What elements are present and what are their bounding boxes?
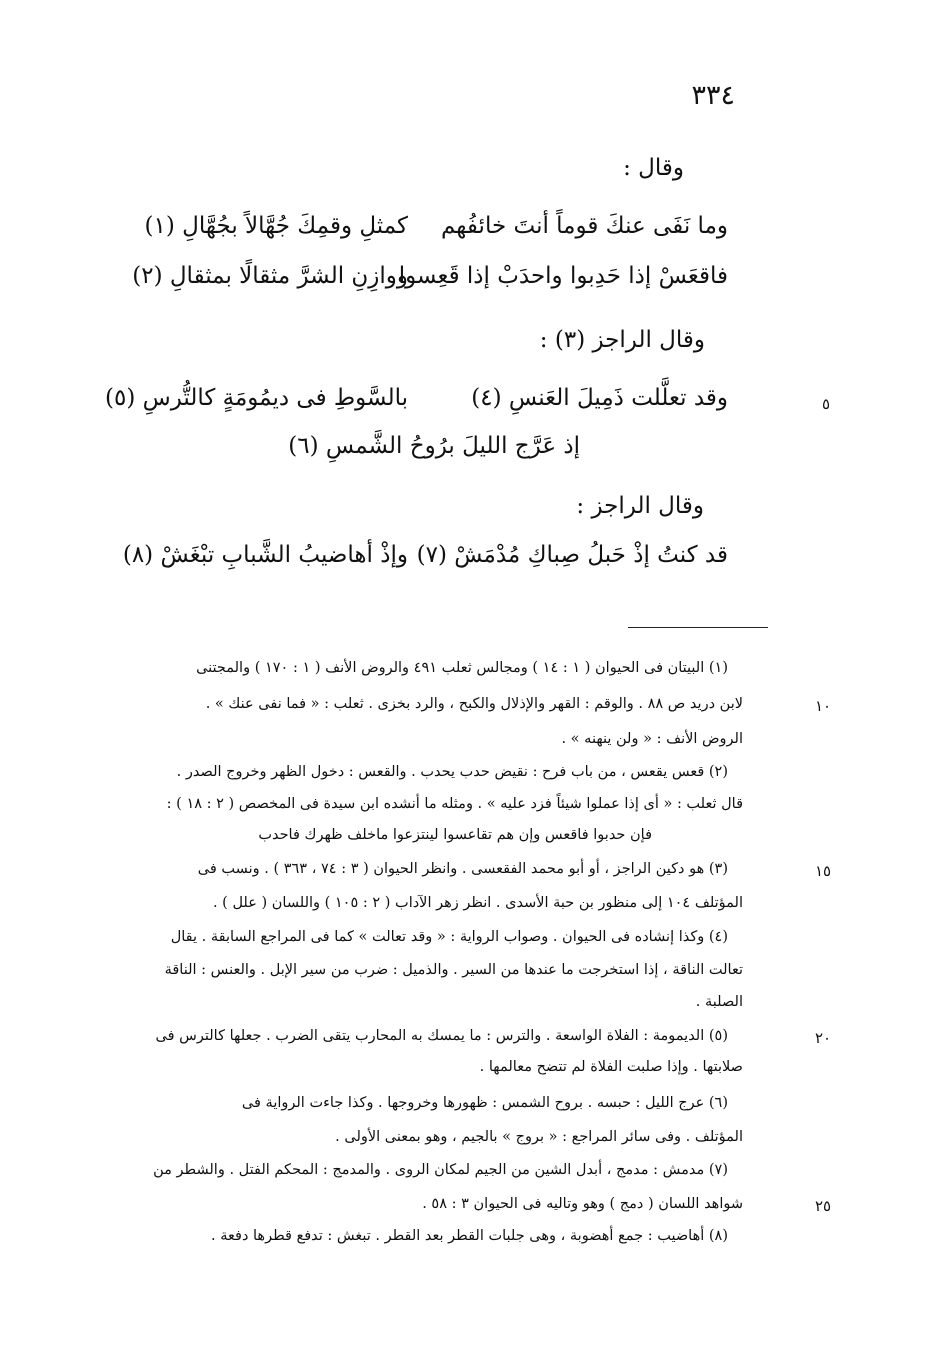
footnote-line: شواهد اللسان ( دمج ) وهو وتاليه فى الحيوان ٣ : ٥٨ . bbox=[422, 1196, 743, 1212]
footnote-line: لابن دريد ص ٨٨ . والوقم : القهر والإذلال والكبح ، والرد بخزى . ثعلب : « فما نفى عنك » . bbox=[205, 696, 743, 712]
footnote-line: صلابتها . وإذا صلبت الفلاة لم تتضح معالمها . bbox=[479, 1059, 743, 1075]
verse-1-first-hemistich: وما نَفَى عنكَ قوماً أنتَ خائفُهم bbox=[441, 213, 728, 239]
line-number-20: ٢٠ bbox=[815, 1029, 832, 1047]
footnote-line: الصلبة . bbox=[695, 994, 743, 1010]
footnote-line: قال ثعلب : « أى إذا عملوا شيئاً فزد عليه » . ومثله ما أنشده ابن سيدة فى المخصص ( ٢ : ١٨ ) : bbox=[166, 796, 743, 812]
footnote-line: المؤتلف . وفى سائر المراجع : « بروج » بالجيم ، وهو بمعنى الأولى . bbox=[335, 1129, 743, 1145]
footnote-line: (٤) وكذا إنشاده فى الحيوان . وصواب الرواية : « وقد تعالت » كما فى المراجع السابقة . يقال bbox=[170, 929, 728, 945]
verse-3-first-hemistich: وقد تعلَّلت ذَمِيلَ العَنسِ (٤) bbox=[471, 385, 728, 411]
footnote-line: (٨) أهاضيب : جمع أهضوبة ، وهى جلبات القطر بعد القطر . تبغش : تدفع قطرها دفعة . bbox=[211, 1228, 728, 1244]
verse-3-second-hemistich: بالسَّوطِ فى ديمُومَةٍ كالتُّرسِ (٥) bbox=[105, 385, 408, 411]
line-number-25: ٢٥ bbox=[815, 1197, 832, 1215]
footnote-line: المؤتلف ١٠٤ إلى منظور بن حبة الأسدى . انظر زهر الآداب ( ٢ : ١٠٥ ) واللسان ( علل ) . bbox=[212, 895, 743, 911]
footnote-separator bbox=[628, 627, 768, 628]
poem-intro-2: وقال الراجز (٣) : bbox=[539, 327, 705, 353]
verse-1-second-hemistich: كمثلِ وقمِكَ جُهَّالاً بجُهَّالِ (١) bbox=[144, 213, 408, 239]
footnote-line: (٣) هو دكين الراجز ، أو أبو محمد الفقعسى . وانظر الحيوان ( ٣ : ٧٤ ، ٣٦٣ ) . ونسب فى bbox=[197, 861, 728, 877]
footnote-line: الروض الأنف : « ولن ينهنه » . bbox=[561, 731, 743, 747]
verse-4: إذ عَرَّج الليلَ برُوحُ الشَّمسِ (٦) bbox=[288, 433, 580, 459]
verse-2-first-hemistich: فاقعَسْ إذا حَدِبوا واحدَبْ إذا قَعِسوا bbox=[398, 263, 728, 289]
poem-intro-1: وقال : bbox=[623, 155, 684, 181]
footnote-line: (٢) قعس يقعس ، من باب فرح : نقيض حدب يحدب . والقعس : دخول الظهر وخروج الصدر . bbox=[176, 764, 728, 780]
poem-intro-3: وقال الراجز : bbox=[576, 493, 704, 519]
line-number-15: ١٥ bbox=[815, 862, 832, 880]
page-number: ٣٣٤ bbox=[691, 80, 735, 111]
line-number-10: ١٠ bbox=[815, 697, 832, 715]
line-number-5: ٥ bbox=[822, 395, 831, 413]
verse-2-second-hemistich: ووازِنِ الشرَّ مثقالًا بمثقالِ (٢) bbox=[132, 263, 408, 289]
footnote-line: تعالت الناقة ، إذا استخرجت ما عندها من السير . والذميل : ضرب من سير الإبل . والعنس : الناقة bbox=[164, 962, 743, 978]
verse-5-second-hemistich: وإذْ أهاضيبُ الشَّبابِ تبْغَشْ (٨) bbox=[122, 542, 408, 568]
footnote-line: (٥) الديمومة : الفلاة الواسعة . والترس : ما يمسك به المحارب يتقى الضرب . جعلها كالترس فى bbox=[155, 1028, 728, 1044]
footnote-quoted-verse: فإن حدبوا فاقعس وإن هم تقاعسوا لينتزعوا ماخلف ظهرك فاحدب bbox=[258, 827, 652, 843]
verse-5-first-hemistich: قد كنتُ إذْ حَبلُ صِباكِ مُدْمَشْ (٧) bbox=[416, 542, 728, 568]
footnote-line: (٦) عرج الليل : حبسه . بروح الشمس : ظهورها وخروجها . وكذا جاءت الرواية فى bbox=[241, 1095, 728, 1111]
footnote-line: (١) البيتان فى الحيوان ( ١ : ١٤ ) ومجالس ثعلب ٤٩١ والروض الأنف ( ١ : ١٧٠ ) والمجتنى bbox=[196, 660, 728, 676]
footnote-line: (٧) مدمش : مدمج ، أبدل الشين من الجيم لمكان الروى . والمدمج : المحكم الفتل . والشطر من bbox=[153, 1162, 728, 1178]
